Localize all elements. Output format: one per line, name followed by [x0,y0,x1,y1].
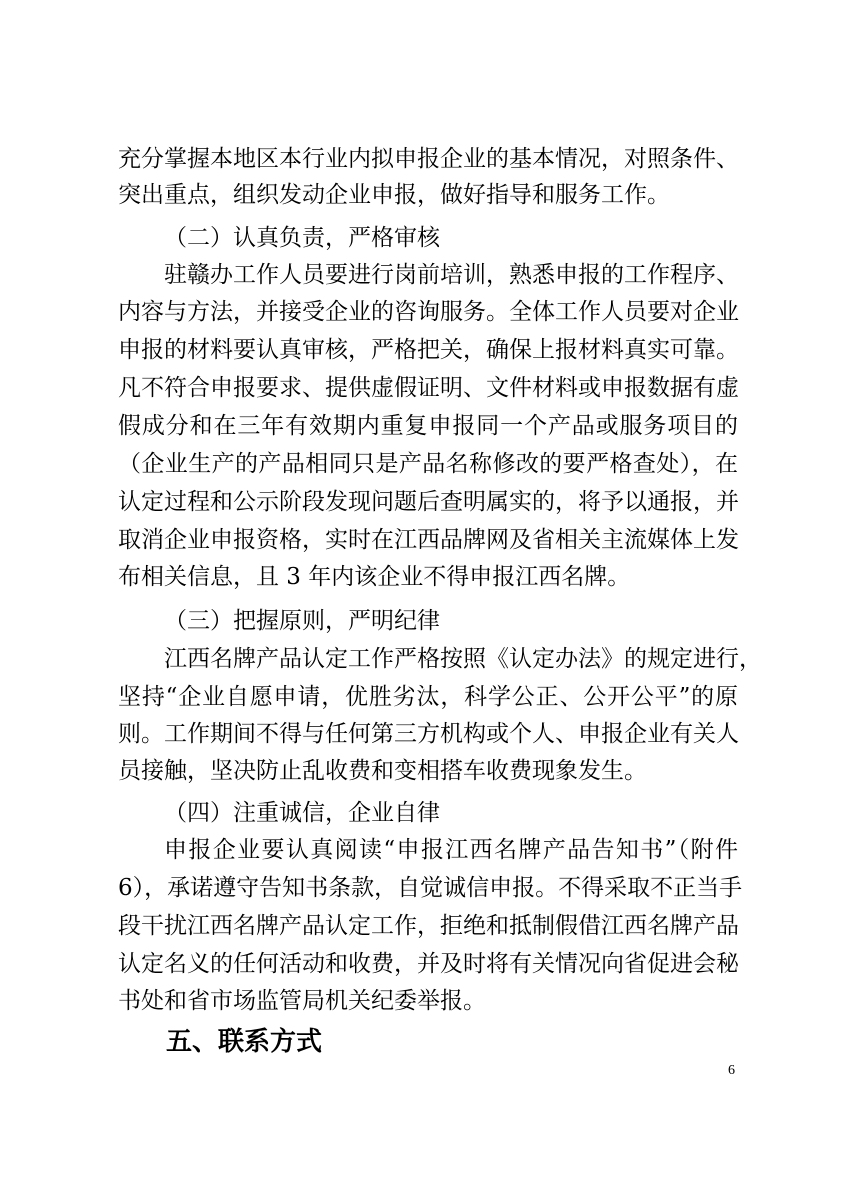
paragraph-line: 6），承诺遵守告知书条款，自觉诚信申报。不得采取不正当手 [118,875,743,901]
section-heading: 五、联系方式 [166,1027,323,1057]
paragraph-line: 则。工作期间不得与任何第三方机构或个人、申报企业有关人 [118,721,739,747]
paragraph-line: 申报的材料要认真审核，严格把关，确保上报材料真实可靠。 [118,337,739,363]
paragraph-line: 段干扰江西名牌产品认定工作，拒绝和抵制假借江西名牌产品 [118,913,739,939]
page-number: 6 [728,1063,735,1078]
paragraph-line: 认定名义的任何活动和收费，并及时将有关情况向省促进会秘 [118,951,739,977]
paragraph-line: 突出重点，组织发动企业申报，做好指导和服务工作。 [118,182,670,208]
subsection-heading: （二）认真负责，严格审核 [164,225,440,251]
paragraph-line: 驻赣办工作人员要进行岗前培训，熟悉申报的工作程序、 [164,262,739,288]
paragraph-line: （企业生产的产品相同只是产品名称修改的要严格查处），在 [118,451,738,477]
paragraph-line: 凡不符合申报要求、提供虚假证明、文件材料或申报数据有虚 [118,375,739,401]
paragraph-line: 充分掌握本地区本行业内拟申报企业的基本情况，对照条件、 [118,146,739,172]
paragraph-line: 取消企业申报资格，实时在江西品牌网及省相关主流媒体上发 [118,527,739,553]
paragraph-line: 内容与方法，并接受企业的咨询服务。全体工作人员要对企业 [118,299,739,325]
paragraph-line: 员接触，坚决防止乱收费和变相搭车收费现象发生。 [118,758,647,784]
paragraph-line: 申报企业要认真阅读“申报江西名牌产品告知书”（附件 [164,837,738,863]
subsection-heading: （三）把握原则，严明纪律 [164,608,440,634]
paragraph-line: 布相关信息，且 3 年内该企业不得申报江西名牌。 [118,564,631,590]
paragraph-line: 书处和省市场监管局机关纪委举报。 [118,988,486,1014]
paragraph-line: 江西名牌产品认定工作严格按照《认定办法》的规定进行， [164,646,762,672]
paragraph-line: 坚持“企业自愿申请，优胜劣汰，科学公正、公开公平”的原 [118,684,738,710]
subsection-heading: （四）注重诚信，企业自律 [164,800,440,826]
paragraph-line: 假成分和在三年有效期内重复申报同一个产品或服务项目的 [118,413,738,439]
paragraph-line: 认定过程和公示阶段发现问题后查明属实的，将予以通报，并 [118,489,739,515]
